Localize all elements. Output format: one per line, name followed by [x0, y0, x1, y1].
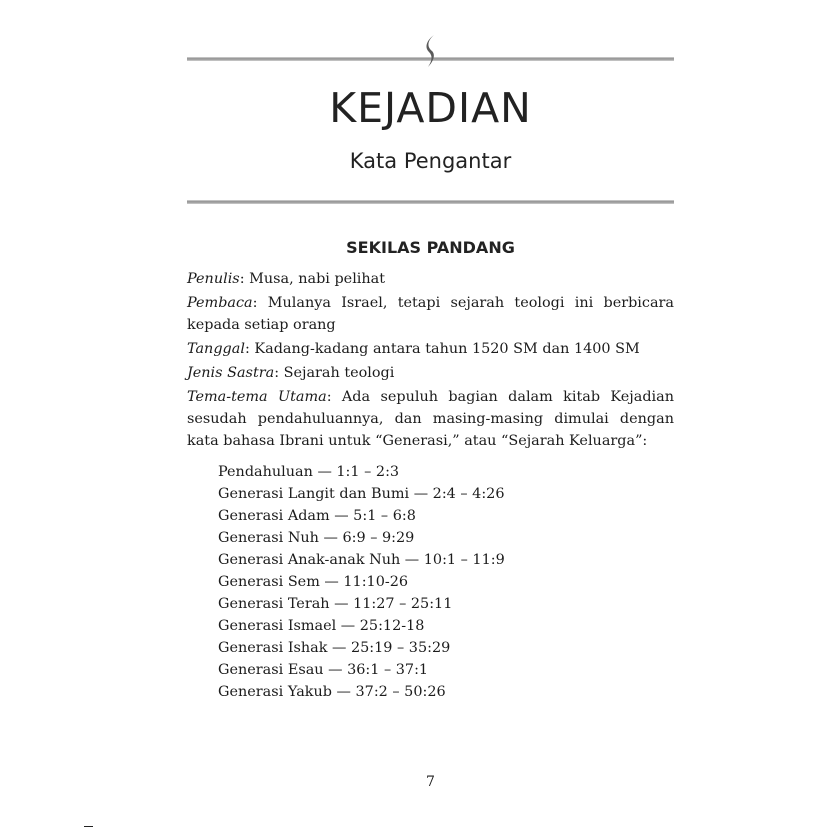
- header-bottom-rule: [187, 200, 674, 204]
- page-number: 7: [426, 774, 435, 790]
- list-item: Generasi Yakub — 37:2 – 50:26: [218, 684, 446, 700]
- field-genre: [187, 362, 674, 384]
- field-label: Tanggal: [187, 341, 245, 357]
- field-value: : Sejarah teologi: [274, 365, 395, 381]
- field-value: : Mulanya Israel, tetapi sejarah teologi ini berbicara kepada setiap orang: [187, 295, 674, 333]
- list-item: Generasi Nuh — 6:9 – 9:29: [218, 530, 415, 546]
- flourish-ornament-icon: [421, 34, 441, 68]
- field-value: : Kadang-kadang antara tahun 1520 SM dan 1400 SM: [244, 341, 640, 357]
- crop-mark: [84, 826, 93, 827]
- generations-list: [218, 461, 638, 703]
- field-themes: [187, 386, 674, 452]
- book-title: KEJADIAN: [329, 84, 532, 132]
- field-audience: [187, 292, 674, 336]
- list-item: Pendahuluan — 1:1 – 2:3: [218, 464, 400, 480]
- field-value: : Ada sepuluh bagian dalam kitab Kejadian sesudah pendahuluannya, dan masing-masing dimulai dengan kata bahasa Ibrani untuk “Generasi,” atau “Sejarah Keluarga”:: [187, 389, 674, 449]
- list-item: Generasi Anak-anak Nuh — 10:1 – 11:9: [218, 552, 505, 568]
- list-item: Generasi Adam — 5:1 – 6:8: [218, 508, 416, 524]
- list-item: Generasi Terah — 11:27 – 25:11: [218, 596, 453, 612]
- field-label: Tema-tema Utama: [187, 389, 327, 405]
- list-item: Generasi Sem — 11:10-26: [218, 574, 409, 590]
- field-date: [187, 338, 674, 360]
- overview-body: [187, 268, 674, 454]
- book-subtitle: Kata Pengantar: [349, 149, 512, 173]
- field-label: Jenis Sastra: [187, 365, 275, 381]
- list-item: Generasi Langit dan Bumi — 2:4 – 4:26: [218, 486, 505, 502]
- overview-heading: SEKILAS PANDANG: [346, 238, 515, 257]
- field-value: : Musa, nabi pelihat: [239, 271, 386, 287]
- list-item: Generasi Ismael — 25:12-18: [218, 618, 425, 634]
- list-item: Generasi Esau — 36:1 – 37:1: [218, 662, 429, 678]
- field-label: Penulis: [187, 271, 240, 287]
- field-label: Pembaca: [187, 295, 253, 311]
- field-author: [187, 268, 674, 290]
- list-item: Generasi Ishak — 25:19 – 35:29: [218, 640, 451, 656]
